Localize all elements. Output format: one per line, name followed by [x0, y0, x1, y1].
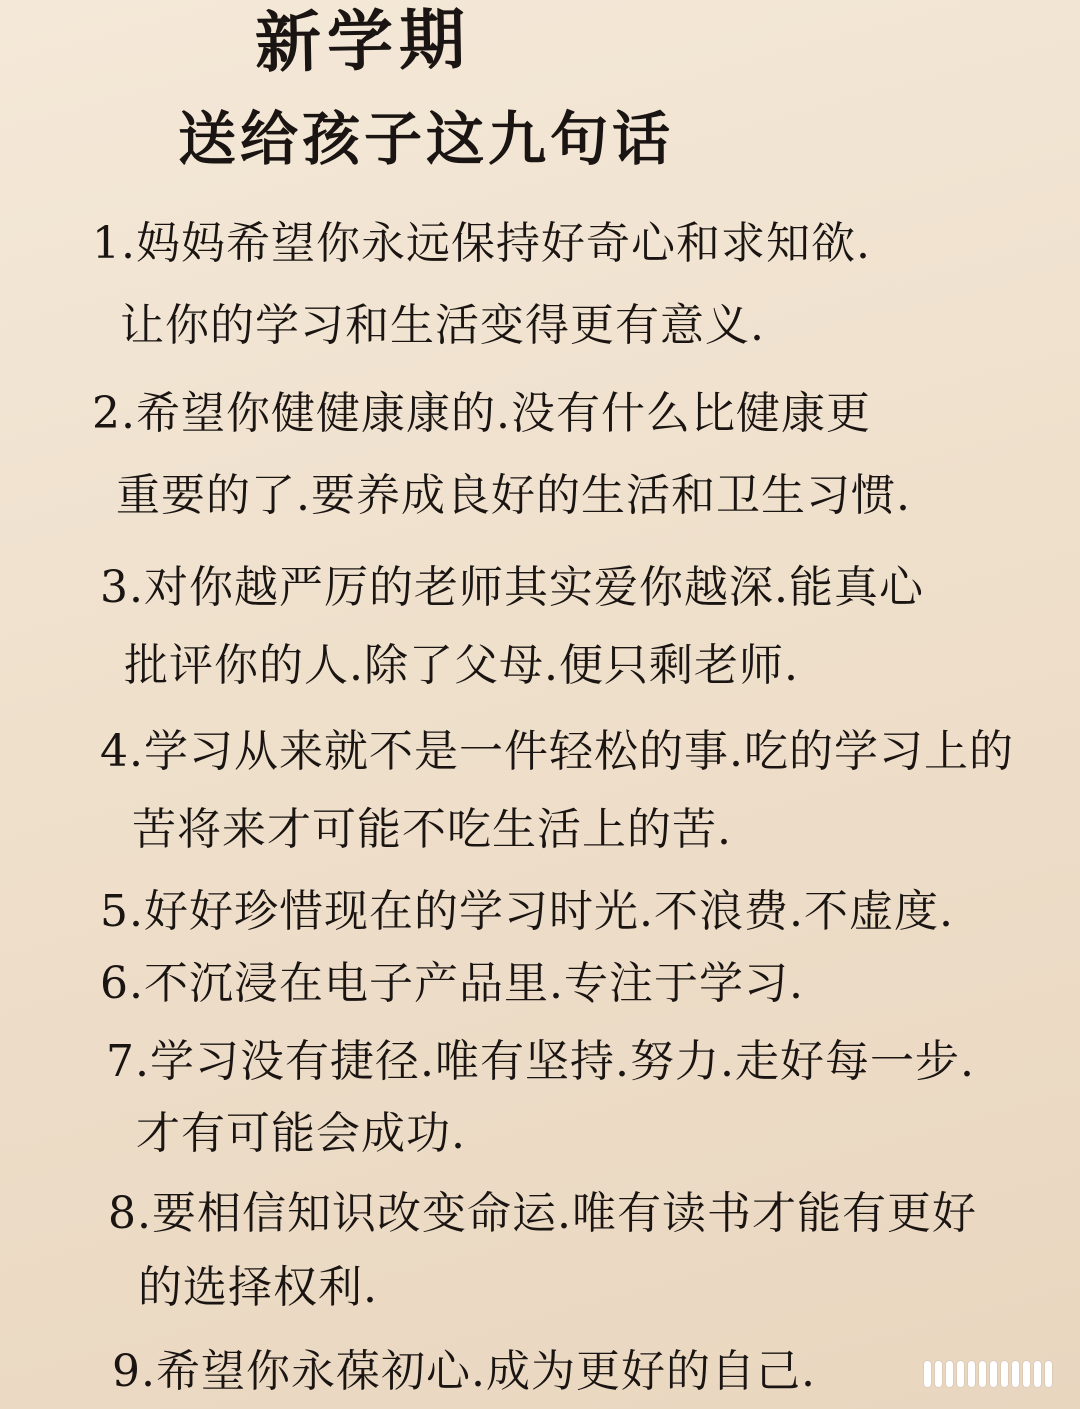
watermark-bar: [957, 1361, 964, 1387]
watermark-bar: [968, 1361, 975, 1387]
item-9: 9.希望你永葆初心.成为更好的自己.: [112, 1346, 816, 1397]
watermark-bar: [946, 1361, 953, 1387]
item-2-line-1: 2.希望你健健康康的.没有什么比健康更: [92, 388, 871, 439]
item-8-line-2: 的选择权利.: [138, 1262, 378, 1313]
watermark-bar: [1001, 1361, 1008, 1387]
item-1-line-1: 1.妈妈希望你永远保持好奇心和求知欲.: [92, 218, 871, 269]
item-7-line-1: 7.学习没有捷径.唯有坚持.努力.走好每一步.: [106, 1036, 975, 1087]
watermark-bar: [935, 1361, 942, 1387]
watermark-bar: [1023, 1361, 1030, 1387]
watermark-bar: [979, 1361, 986, 1387]
watermark-bar: [1034, 1361, 1041, 1387]
item-5: 5.好好珍惜现在的学习时光.不浪费.不虚度.: [100, 886, 954, 937]
item-2-line-2: 重要的了.要养成良好的生活和卫生习惯.: [116, 470, 911, 521]
item-8-line-1: 8.要相信知识改变命运.唯有读书才能有更好: [108, 1188, 977, 1239]
page-subtitle: 送给孩子这九句话: [178, 105, 675, 173]
watermark-bar: [1045, 1361, 1052, 1387]
item-1-line-2: 让你的学习和生活变得更有意义.: [120, 300, 765, 351]
item-4-line-2: 苦将来才可能不吃生活上的苦.: [132, 804, 732, 855]
item-3-line-2: 批评你的人.除了父母.便只剩老师.: [124, 640, 799, 691]
watermark-bar: [990, 1361, 997, 1387]
watermark-bar: [924, 1361, 931, 1387]
item-7-line-2: 才有可能会成功.: [136, 1108, 466, 1159]
watermark-bar: [1012, 1361, 1019, 1387]
page-title: 新学期: [254, 0, 472, 82]
watermark-bars: [924, 1359, 1058, 1389]
item-3-line-1: 3.对你越严厉的老师其实爱你越深.能真心: [100, 562, 924, 613]
item-4-line-1: 4.学习从来就不是一件轻松的事.吃的学习上的: [100, 726, 1014, 777]
item-6: 6.不沉浸在电子产品里.专注于学习.: [100, 958, 804, 1009]
